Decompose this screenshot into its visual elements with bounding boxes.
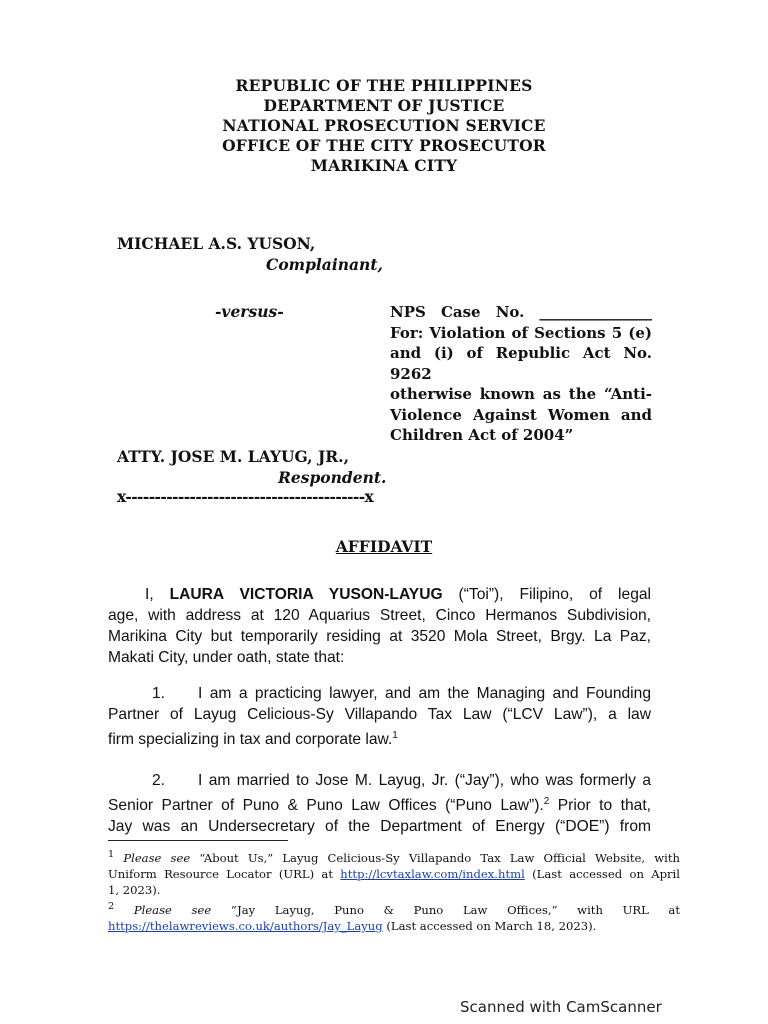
para2-number: 2.: [152, 772, 166, 789]
para1-line: I am a practicing lawyer, and am the Managing and Founding: [198, 685, 651, 702]
para1-line-last: [108, 725, 651, 750]
document-title: AFFIDAVIT: [335, 537, 433, 556]
complainant-role: Complainant,: [266, 255, 383, 274]
header-department: DEPARTMENT OF JUSTICE: [263, 96, 505, 115]
header-city: MARIKINA CITY: [310, 156, 458, 175]
para2-line: [108, 791, 651, 816]
footnote-text: “About Us,” Layug Celicious-Sy Villapando Tax Law Official Website, with: [190, 850, 681, 865]
footnote-text: (Last accessed on March 18, 2023).: [382, 918, 597, 933]
paragraph-2: [108, 770, 651, 837]
para1-line: Partner of Layug Celicious-Sy Villapando Tax Law (“LCV Law”), a law: [108, 706, 651, 723]
header-office: OFFICE OF THE CITY PROSECUTOR: [222, 136, 546, 155]
para2-text: Senior Partner of Puno & Puno Law Offices (“Puno Law”).: [108, 797, 544, 815]
footnote-mark: 1: [108, 849, 115, 860]
footnote-ref-1: 1: [392, 730, 398, 741]
footnote-see: Please see: [123, 850, 191, 865]
intro-prefix: I,: [145, 586, 170, 603]
complainant-name: MICHAEL A.S. YUSON,: [117, 234, 316, 253]
document-header: [0, 76, 768, 176]
case-number: NPS Case No. _______________: [390, 303, 652, 321]
footnote-see: Please see: [133, 902, 212, 917]
intro-line: age, with address at 120 Aquarius Street, Cinco Hermanos Subdivision,: [108, 607, 651, 624]
footnote-ref-2: 2: [543, 796, 550, 807]
footnote-line: 1, 2023).: [108, 882, 161, 897]
case-details: [390, 302, 652, 446]
respondent-name: ATTY. JOSE M. LAYUG, JR.,: [117, 447, 349, 466]
affiant-name: LAURA VICTORIA YUSON-LAYUG: [169, 586, 443, 603]
para2-line: Jay was an Undersecretary of the Department of Energy (“DOE”) from: [108, 818, 651, 836]
versus-label: -versus-: [215, 302, 284, 321]
scanner-watermark: Scanned with CamScanner: [460, 998, 662, 1016]
respondent-role: Respondent.: [278, 468, 387, 487]
footnote-line: [108, 866, 680, 882]
footnote-line: [108, 918, 680, 934]
footnote-1: [108, 847, 680, 898]
case-line: Violence Against Women and: [390, 405, 652, 424]
para2-text: Prior to that,: [549, 797, 651, 815]
footnote-2: [108, 899, 680, 934]
caption-separator: x-----------------------------------------x: [117, 487, 374, 506]
intro-line: [108, 584, 651, 605]
paragraph-1: [108, 683, 651, 750]
footnote-mark: 2: [108, 900, 115, 912]
footnotes: [108, 847, 680, 934]
header-republic: REPUBLIC OF THE PHILIPPINES: [235, 76, 533, 95]
para1-text: firm specializing in tax and corporate law.: [108, 731, 393, 749]
footnote-text: Uniform Resource Locator (URL) at: [108, 866, 341, 881]
case-line: For: Violation of Sections 5 (e): [390, 323, 652, 342]
intro-paragraph: [108, 584, 651, 668]
para1-number: 1.: [152, 685, 166, 702]
intro-line: Makati City, under oath, state that:: [108, 649, 345, 666]
footnote-divider: [108, 840, 288, 841]
case-line: otherwise known as the “Anti-: [390, 385, 652, 403]
header-service: NATIONAL PROSECUTION SERVICE: [222, 116, 546, 135]
footnote-line: [108, 847, 680, 866]
footnote-text: (Last accessed on April: [524, 866, 680, 881]
intro-line: Marikina City but temporarily residing at 3520 Mola Street, Brgy. La Paz,: [108, 628, 651, 645]
para2-first-line: [108, 770, 651, 791]
intro-text: (“Toi”), Filipino, of legal: [442, 586, 652, 603]
footnote-line: [108, 899, 680, 918]
footnote-text: “Jay Layug, Puno & Puno Law Offices,” with URL at: [211, 902, 680, 917]
case-line: Children Act of 2004”: [390, 426, 574, 444]
footnote-2-link[interactable]: https://thelawreviews.co.uk/authors/Jay_Layug: [108, 918, 383, 933]
case-line: and (i) of Republic Act No. 9262: [390, 344, 652, 383]
footnote-1-link[interactable]: http://lcvtaxlaw.com/index.html: [340, 866, 525, 881]
para1-first-line: [108, 683, 651, 704]
para2-line: I am married to Jose M. Layug, Jr. (“Jay”), who was formerly a: [198, 772, 651, 789]
